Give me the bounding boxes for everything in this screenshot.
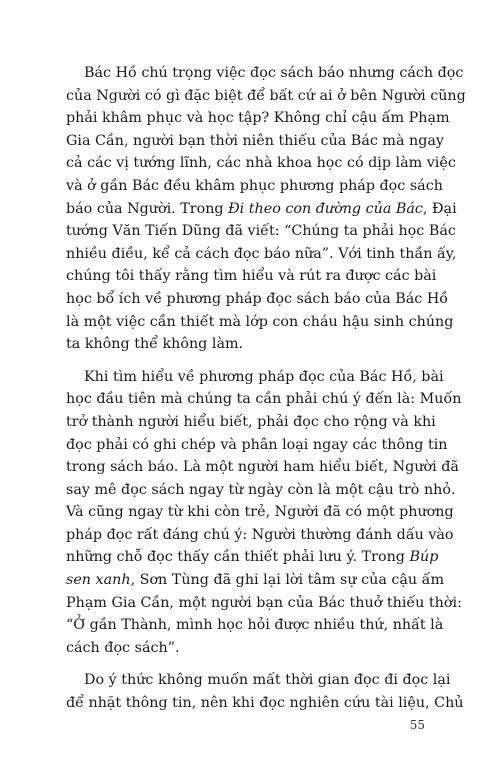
text-line: trong sách báo. Là một người ham hiểu biết, Người đã <box>66 459 459 476</box>
text-line: Do ý thức không muốn mất thời gian đọc đi đọc lại <box>84 672 451 689</box>
book-title: sen xanh <box>66 572 131 589</box>
text-line: ta không thể không làm. <box>66 336 244 353</box>
page-body <box>66 62 466 725</box>
book-title: Búp <box>409 549 439 566</box>
text-line: học đầu tiên mà chúng ta cần phải chú ý đến là: Muốn <box>66 391 462 408</box>
text-segment: , Đại <box>422 200 457 217</box>
text-line-mixed <box>66 569 445 592</box>
text-line-mixed <box>66 546 439 569</box>
text-line: chúng tôi thấy rằng tìm hiểu và rút ra được các bài <box>66 268 437 285</box>
text-line: để nhặt thông tin, nên khi đọc nghiên cứu tài liệu, Chủ <box>66 695 464 712</box>
text-line: là một việc cần thiết mà lớp con cháu hậu sinh chúng <box>66 313 454 330</box>
text-line: nhiều điều, kể cả cách đọc báo nữa”. Với tinh thần ấy, <box>66 245 457 262</box>
text-segment: , Sơn Tùng đã ghi lại lời tâm sự của cậu ấm <box>130 572 445 589</box>
paragraph-3 <box>66 669 464 714</box>
text-line: Bác Hồ chú trọng việc đọc sách báo nhưng cách đọc <box>84 65 464 81</box>
page-number: 55 <box>409 718 425 732</box>
text-line: tướng Văn Tiến Dũng đã viết: “Chúng ta phải học Bác <box>66 223 456 240</box>
text-line: Và cũng ngay từ khi còn trẻ, Người đã có một phương <box>66 504 454 521</box>
text-line: Gia Cần, người bạn thời niên thiếu của Bác mà ngay <box>66 132 444 149</box>
book-title: Đi theo con đường của Bác <box>228 200 423 217</box>
text-segment: báo của Người. Trong <box>66 200 229 217</box>
text-line: và ở gần Bác đều khâm phục phương pháp đọc sách <box>66 177 443 194</box>
text-line: pháp đọc rất đáng chú ý: Người thường đánh dấu vào <box>66 526 454 543</box>
text-line: cách đọc sách”. <box>66 639 180 656</box>
paragraph-1 <box>66 62 466 356</box>
paragraph-2 <box>66 366 462 660</box>
text-line: học bổ ích về phương pháp đọc sách báo của Bác Hồ <box>66 290 449 307</box>
text-line-mixed <box>66 198 457 221</box>
text-line: của Người có gì đặc biệt để bất cứ ai ở bên Người cũng <box>66 87 466 104</box>
text-line: phải khâm phục và học tập? Không chỉ cậu ấm Phạm <box>66 110 450 127</box>
text-line: đọc phải có ghi chép và phân loại ngay các thông tin <box>66 436 448 453</box>
text-line: Phạm Gia Cần, một người bạn của Bác thuở thiếu thời: <box>66 594 462 611</box>
text-line: trở thành người hiểu biết, phải đọc cho rộng và khi <box>66 413 436 430</box>
text-line: “Ở gần Thành, mình học hỏi được nhiều thứ, nhất là <box>66 617 444 634</box>
text-line: say mê đọc sách ngay từ ngày còn là một cậu trò nhỏ. <box>66 481 456 498</box>
text-segment: những chỗ đọc thấy cần thiết phải lưu ý. Trong <box>66 549 410 566</box>
text-line: cả các vị tướng lĩnh, các nhà khoa học có dịp làm việc <box>66 155 456 172</box>
text-line: Khi tìm hiểu về phương pháp đọc của Bác Hồ, bài <box>84 368 444 385</box>
